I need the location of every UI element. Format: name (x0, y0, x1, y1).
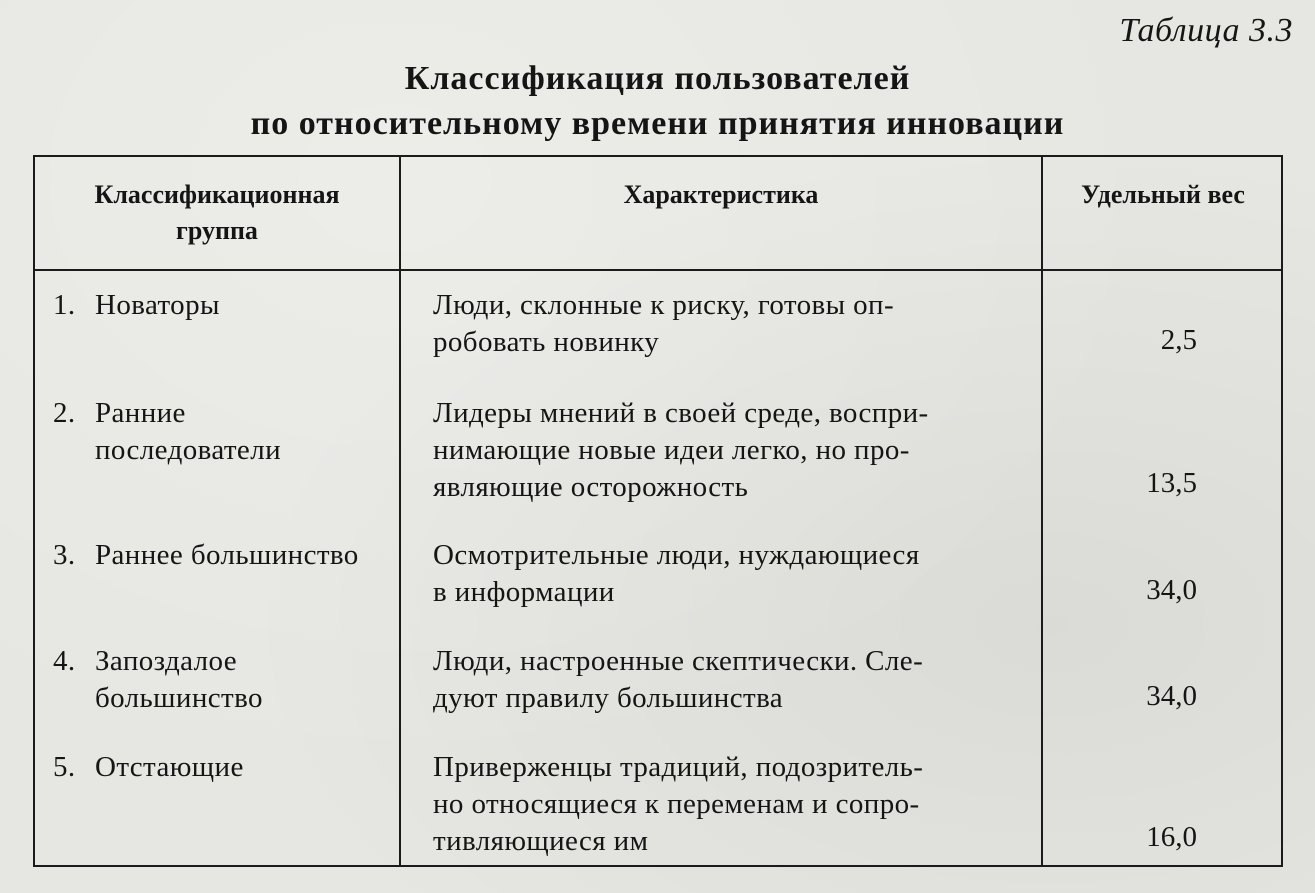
characteristic-line: нимающие новые идеи легко, но про- (433, 434, 910, 466)
table-title-line-2: по относительному времени принятия инновации (250, 105, 1065, 142)
weight-value: 13,5 (1146, 467, 1197, 499)
weight-value: 2,5 (1160, 324, 1197, 356)
group-name-line: Отстающие (95, 751, 244, 783)
table-row-characteristic (433, 287, 894, 361)
weight-value: 34,0 (1146, 680, 1197, 712)
group-name-line: последователи (95, 434, 281, 466)
characteristic-line: Приверженцы традиций, подозритель- (433, 751, 924, 783)
characteristic-line: но относящиеся к переменам и сопро- (433, 788, 920, 820)
header-group (35, 177, 399, 249)
table-row-characteristic (433, 537, 920, 611)
table-row-group (53, 643, 263, 717)
characteristic-line: Люди, склонные к риску, готовы оп- (433, 289, 895, 321)
table-row-group (53, 749, 244, 786)
table-row-group (53, 287, 220, 324)
characteristic-line: робовать новинку (433, 326, 660, 358)
header-divider (35, 269, 1281, 271)
characteristic-line: Лидеры мнений в своей среде, воспри- (433, 397, 929, 429)
group-name-line: Запоздалое (95, 645, 238, 677)
row-number: 2. (53, 397, 76, 429)
characteristic-line: тивляющиеся им (433, 825, 649, 857)
column-divider (1041, 157, 1043, 865)
table-row-group (53, 537, 359, 574)
header-characteristic: Характеристика (623, 180, 819, 209)
group-name-line: Раннее большинство (95, 539, 359, 571)
table-row-group (53, 395, 281, 469)
table-row-characteristic (433, 643, 923, 717)
header-weight: Удельный вес (1081, 180, 1245, 209)
header-group-line-2: группа (176, 216, 258, 245)
characteristic-line: в информации (433, 576, 615, 608)
row-number: 1. (53, 289, 76, 321)
table-title-line-1: Классификация пользователей (404, 60, 911, 97)
characteristic-line: являющие осторожность (433, 471, 749, 503)
table-caption: Таблица 3.3 (1119, 12, 1293, 49)
table-row-characteristic (433, 395, 929, 506)
table-row-characteristic (433, 749, 923, 860)
group-name-line: большинство (95, 682, 263, 714)
column-divider (399, 157, 401, 865)
characteristic-line: Люди, настроенные скептически. Сле- (433, 645, 924, 677)
row-number: 3. (53, 539, 76, 571)
table-title (0, 56, 1315, 146)
weight-value: 16,0 (1146, 821, 1197, 853)
header-group-line-1: Классификационная (94, 180, 340, 209)
row-number: 5. (53, 751, 76, 783)
group-name-line: Новаторы (95, 289, 220, 321)
group-name-line: Ранние (95, 397, 186, 429)
characteristic-line: дуют правилу большинства (433, 682, 784, 714)
characteristic-line: Осмотрительные люди, нуждающиеся (433, 539, 920, 571)
weight-value: 34,0 (1146, 574, 1197, 606)
classification-table (33, 155, 1283, 867)
row-number: 4. (53, 645, 76, 677)
